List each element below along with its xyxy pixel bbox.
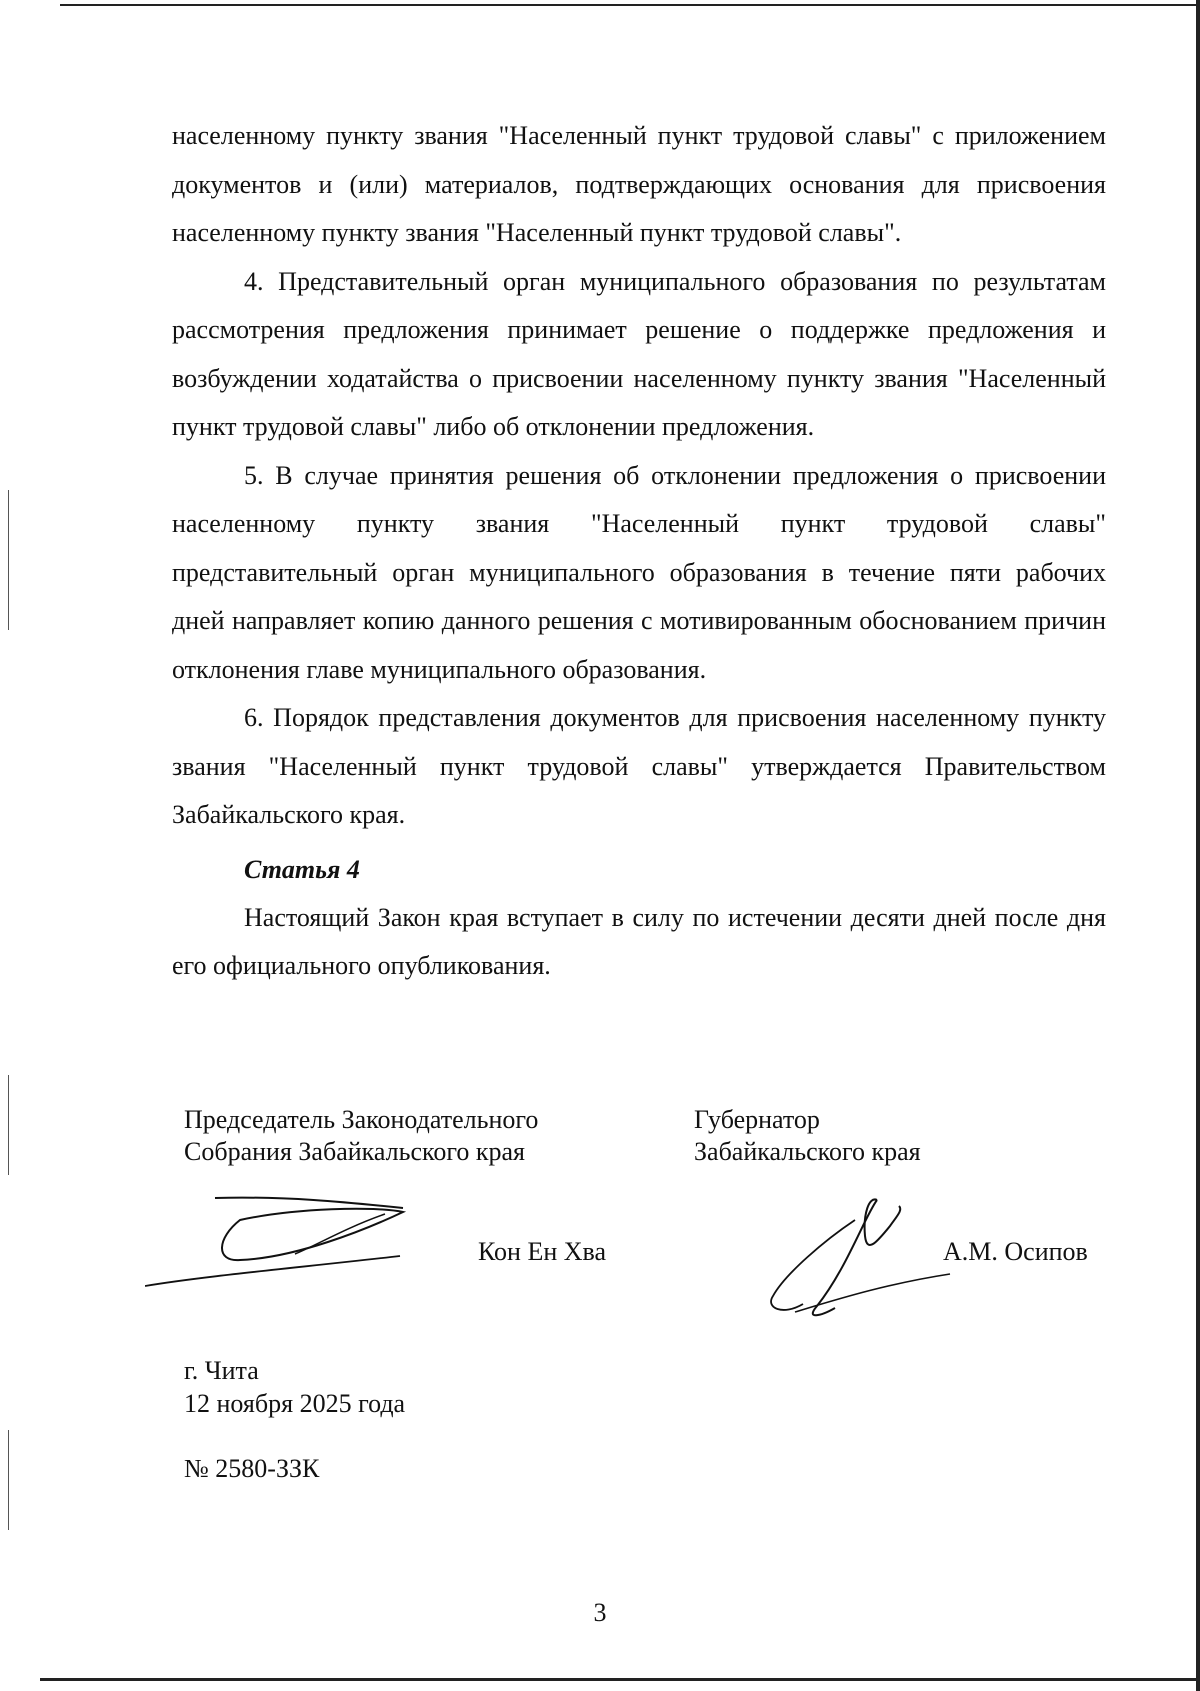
right-signatory-title-line1: Губернатор xyxy=(694,1105,820,1134)
right-signatory-name: А.М. Осипов xyxy=(943,1237,1088,1266)
article-4-text: Настоящий Закон края вступает в силу по истечении десяти дней после дня его официального опубликования. xyxy=(172,902,1106,980)
right-signatory-title-line2: Забайкальского края xyxy=(694,1137,921,1166)
page-number: 3 xyxy=(593,1598,607,1627)
scan-edge-left xyxy=(8,490,9,630)
scan-edge-top xyxy=(60,4,1200,6)
scan-edge-right xyxy=(1196,0,1200,1691)
scan-edge-bottom xyxy=(40,1678,1200,1681)
signing-date: 12 ноября 2025 года xyxy=(184,1389,406,1418)
right-signatory-title xyxy=(694,1104,921,1168)
scan-edge-left xyxy=(8,1075,9,1175)
left-signatory-title-line2: Собрания Забайкальского края xyxy=(184,1137,525,1166)
signing-city: г. Чита xyxy=(184,1356,259,1385)
left-signatory-title xyxy=(184,1104,538,1168)
left-signature-image xyxy=(145,1188,415,1298)
right-signature-image xyxy=(765,1196,955,1321)
paragraph-item-6: 6. Порядок представления документов для присвоения населенному пункту звания "Населенный пункт трудовой славы" утверждается Правительством Забайкальского края. xyxy=(172,703,1106,829)
article-4-heading: Статья 4 xyxy=(244,854,360,884)
scan-edge-left xyxy=(8,1430,9,1530)
law-number: № 2580-ЗЗК xyxy=(184,1454,320,1483)
left-signatory-name: Кон Ен Хва xyxy=(478,1237,607,1266)
paragraph-continuation: населенному пункту звания "Населенный пункт трудовой славы" с приложением документов и (или) материалов, подтверждающих основания для присвоения населенному пункту звания "Населенный пункт трудовой славы". xyxy=(172,121,1106,247)
signing-place-date xyxy=(184,1354,405,1420)
paragraph-item-5: 5. В случае принятия решения об отклонении предложения о присвоении населенному пункту звания "Населенный пункт трудовой славы" представительный орган муниципального образования в течение пяти рабочих дней направляет копию данного решения с мотивированным обоснованием причин отклонения главе муниципального образования. xyxy=(172,460,1106,684)
paragraph-item-4: 4. Представительный орган муниципального образования по результатам рассмотрения предложения принимает решение о поддержке предложения и возбуждении ходатайства о присвоении населенному пункту звания "Населенный пункт трудовой славы" либо об отклонении предложения. xyxy=(172,266,1106,441)
left-signatory-title-line1: Председатель Законодательного xyxy=(184,1105,539,1134)
document-body xyxy=(172,112,1106,991)
